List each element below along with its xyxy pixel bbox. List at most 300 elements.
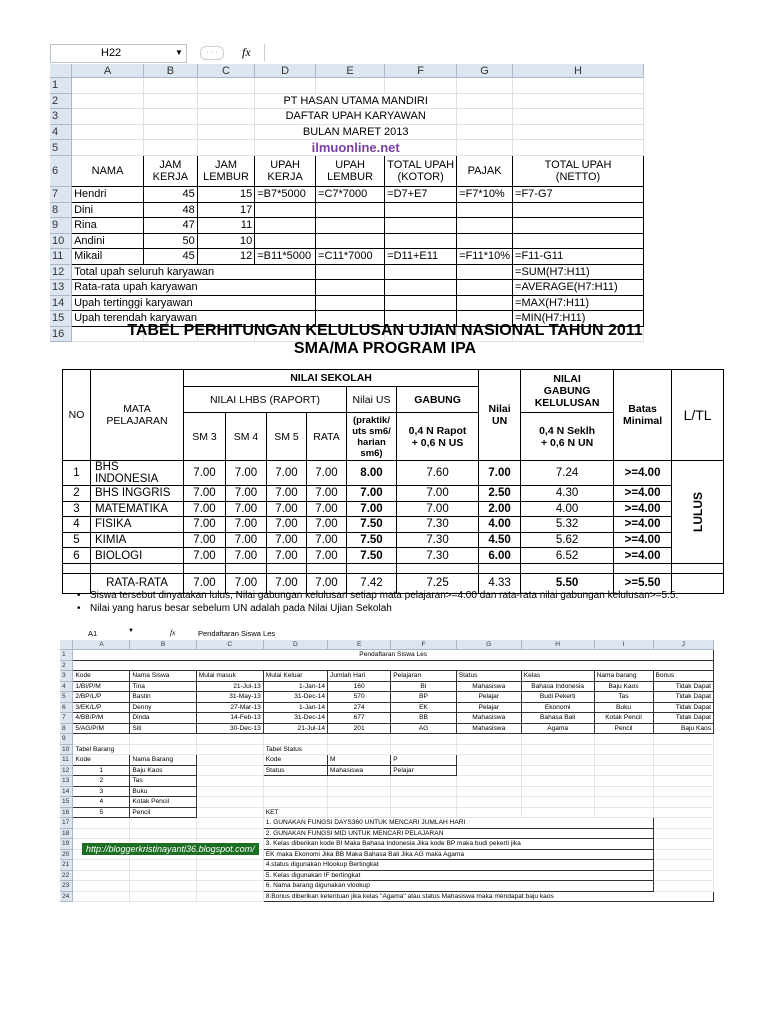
cell-pajak[interactable]: =F11*10%: [457, 249, 513, 265]
header-nilai-un: Nilai UN: [479, 370, 521, 461]
cell-avg-rata: 7.00: [307, 573, 347, 593]
cell-no: 4: [63, 517, 91, 533]
tb-cell[interactable]: Buku: [130, 786, 196, 797]
cell[interactable]: Siti: [130, 723, 196, 734]
cell-sm4: 7.00: [226, 548, 267, 564]
row-header[interactable]: 11: [50, 249, 72, 265]
row-header[interactable]: 24: [60, 891, 73, 902]
row-header[interactable]: 10: [50, 233, 72, 249]
cell-upah-lembur[interactable]: [316, 202, 385, 218]
company-title[interactable]: PT HASAN UTAMA MANDIRI: [255, 93, 457, 109]
cell[interactable]: Tidak Dapat: [653, 681, 714, 692]
cell-total-netto[interactable]: [513, 233, 644, 249]
row-header[interactable]: 12: [60, 765, 73, 776]
header-pelajaran[interactable]: Pelajaran: [391, 671, 457, 682]
cell-mapel: MATEMATIKA: [91, 501, 184, 517]
cell[interactable]: Mahasiswa: [456, 681, 521, 692]
row-header[interactable]: 5: [50, 140, 72, 156]
row-header[interactable]: 3: [50, 109, 72, 125]
cell[interactable]: 274: [328, 702, 391, 713]
header-status[interactable]: Status: [456, 671, 521, 682]
tb-cell[interactable]: Tas: [130, 776, 196, 787]
cell-avg-sm5: 7.00: [267, 573, 307, 593]
col-header-d[interactable]: D: [255, 64, 316, 78]
table-row: [63, 548, 724, 564]
cell[interactable]: Pelajar: [456, 692, 521, 703]
summary-formula[interactable]: =SUM(H7:H11): [513, 264, 644, 280]
cell-jam-lembur[interactable]: 11: [197, 218, 254, 234]
cell[interactable]: 1-Jan-14: [263, 681, 327, 692]
row-header[interactable]: 15: [50, 311, 72, 327]
tb-cell[interactable]: 5: [73, 807, 130, 818]
ket-item[interactable]: 8.Bonus diberikan ketentuan jika kelas "Agama" atau status Mahasiswa maka mendapat baju kaos: [263, 891, 713, 902]
row-header[interactable]: 1: [50, 78, 72, 94]
cell-us: 7.50: [347, 517, 397, 533]
cell-no: 2: [63, 486, 91, 502]
cell-upah-lembur[interactable]: [316, 233, 385, 249]
summary-row: [50, 280, 644, 296]
cell[interactable]: BB: [391, 713, 457, 724]
header-nilai-us: Nilai US: [347, 387, 397, 413]
cell-jam-kerja[interactable]: 47: [143, 218, 197, 234]
student-row: [60, 692, 714, 703]
cell-total-kotor[interactable]: [385, 218, 457, 234]
cell[interactable]: Mahasiswa: [456, 723, 521, 734]
cell-total-netto[interactable]: [513, 218, 644, 234]
row-header[interactable]: 12: [50, 264, 72, 280]
sheet-row: [60, 828, 714, 839]
cell-us: 7.50: [347, 548, 397, 564]
name-box[interactable]: A1: [88, 629, 98, 638]
row-header[interactable]: 4: [60, 681, 73, 692]
cell-rata: 7.00: [307, 548, 347, 564]
tb-header-nama-barang[interactable]: Nama Barang: [130, 755, 196, 766]
cell-no: 1: [63, 461, 91, 486]
col-header-f[interactable]: F: [391, 640, 457, 650]
col-header-g[interactable]: G: [457, 64, 513, 78]
cell-total-kotor[interactable]: [385, 233, 457, 249]
header-nilai-sekolah: NILAI SEKOLAH: [184, 370, 479, 387]
cell-rata: 7.00: [307, 517, 347, 533]
cell[interactable]: Pelajar: [456, 702, 521, 713]
cell[interactable]: Tidak Dapat: [653, 702, 714, 713]
cell-us: 8.00: [347, 461, 397, 486]
select-all-corner[interactable]: [60, 640, 73, 650]
row-header[interactable]: 18: [60, 828, 73, 839]
cell-un: 4.00: [479, 517, 521, 533]
employee-row: [50, 202, 644, 218]
cell-avg-label: RATA-RATA: [91, 573, 184, 593]
row-header[interactable]: 16: [60, 807, 73, 818]
cell-total-kotor[interactable]: =D11+E11: [385, 249, 457, 265]
student-row: [60, 723, 714, 734]
header-bonus[interactable]: Bonus: [653, 671, 714, 682]
ts-cell[interactable]: M: [328, 755, 391, 766]
row-header[interactable]: 14: [50, 295, 72, 311]
header-kode[interactable]: Kode: [73, 671, 130, 682]
cell[interactable]: Buku: [594, 702, 653, 713]
column-header-row: [50, 64, 644, 78]
col-header-c[interactable]: C: [197, 64, 254, 78]
col-header-b[interactable]: B: [143, 64, 197, 78]
cell-sm3: 7.00: [184, 501, 226, 517]
sheet-row: [60, 807, 714, 818]
header-jam-lembur[interactable]: JAM LEMBUR: [197, 156, 254, 187]
payroll-grid: [50, 64, 644, 342]
chevron-down-icon[interactable]: ▼: [128, 628, 134, 634]
cell-sm3: 7.00: [184, 461, 226, 486]
col-header-e[interactable]: E: [316, 64, 385, 78]
cell-avg-us: 7.42: [347, 573, 397, 593]
formula-input[interactable]: [264, 44, 644, 61]
ts-cell[interactable]: Pelajar: [391, 765, 457, 776]
list-title[interactable]: DAFTAR UPAH KARYAWAN: [255, 109, 457, 125]
header-ltl: L/TL: [672, 370, 724, 461]
cell[interactable]: 201: [328, 723, 391, 734]
row-header[interactable]: 16: [50, 326, 72, 342]
header-no: NO: [63, 370, 91, 461]
row-header[interactable]: 10: [60, 744, 73, 755]
col-header-h[interactable]: H: [513, 64, 644, 78]
cell-total-kotor[interactable]: =D7+E7: [385, 187, 457, 203]
row-header[interactable]: 13: [60, 776, 73, 787]
header-mulai-keluar[interactable]: Mulai Keluar: [263, 671, 327, 682]
cell-rata: 7.00: [307, 486, 347, 502]
cell[interactable]: AG: [391, 723, 457, 734]
cell-sm5: 7.00: [267, 532, 307, 548]
fx-icon[interactable]: fx: [242, 45, 251, 59]
cell-jam-kerja[interactable]: 50: [143, 233, 197, 249]
row-header[interactable]: 5: [60, 692, 73, 703]
cell-total-netto[interactable]: [513, 202, 644, 218]
cell-pajak[interactable]: =F7*10%: [457, 187, 513, 203]
summary-label[interactable]: Total upah seluruh karyawan: [72, 264, 316, 280]
course-registration-spreadsheet: [60, 628, 714, 900]
tb-cell[interactable]: 2: [73, 776, 130, 787]
cell-jam-kerja[interactable]: 48: [143, 202, 197, 218]
summary-formula[interactable]: =AVERAGE(H7:H11): [513, 280, 644, 296]
cell-upah-lembur[interactable]: =C7*7000: [316, 187, 385, 203]
cell-nama[interactable]: Dini: [72, 202, 144, 218]
tb-cell[interactable]: 3: [73, 786, 130, 797]
header-row: [50, 156, 644, 187]
sheet-row: [60, 860, 714, 871]
cell-avg-sm4: 7.00: [226, 573, 267, 593]
col-header-f[interactable]: F: [385, 64, 457, 78]
header-nama[interactable]: NAMA: [72, 156, 144, 187]
cell[interactable]: Denny: [130, 702, 196, 713]
tb-cell[interactable]: Kotak Pencil: [130, 797, 196, 808]
cell-total-kotor[interactable]: [385, 202, 457, 218]
cell-jam-kerja[interactable]: 45: [143, 187, 197, 203]
tb-cell[interactable]: Pencil: [130, 807, 196, 818]
row-header[interactable]: 6: [60, 702, 73, 713]
cell[interactable]: Baju Kaos: [594, 681, 653, 692]
sheet-row: [60, 797, 714, 808]
col-header-a[interactable]: A: [72, 64, 144, 78]
cell[interactable]: Tina: [130, 681, 196, 692]
cell-total-netto[interactable]: =F7-G7: [513, 187, 644, 203]
row-header[interactable]: 14: [60, 786, 73, 797]
lulus-label: LULUS: [690, 491, 705, 532]
name-box-value: H22: [101, 47, 122, 59]
tb-cell[interactable]: 4: [73, 797, 130, 808]
ket-item[interactable]: 3. Kelas diberikan kode BI Maka Bahasa Indonesia Jika kode BP maka budi pekerti jika: [263, 839, 653, 850]
table-row: [63, 517, 724, 533]
tabel-status-title[interactable]: Tabel Status: [263, 744, 327, 755]
sheet-row: [60, 744, 714, 755]
col-header-j[interactable]: J: [653, 640, 714, 650]
row-header[interactable]: 17: [60, 818, 73, 829]
header-nama-barang[interactable]: Nama barang: [594, 671, 653, 682]
cell-jam-lembur[interactable]: 12: [197, 249, 254, 265]
ts-cell[interactable]: Status: [263, 765, 327, 776]
col-header-b[interactable]: B: [130, 640, 196, 650]
cell-no: 6: [63, 548, 91, 564]
header-upah-lembur[interactable]: UPAH LEMBUR: [316, 156, 385, 187]
cell[interactable]: 3/EK/L/P: [73, 702, 130, 713]
cell-jam-lembur[interactable]: 17: [197, 202, 254, 218]
row-header[interactable]: 13: [50, 280, 72, 296]
registration-title[interactable]: Pendaftaran Siswa Les: [73, 650, 714, 661]
cell[interactable]: 677: [328, 713, 391, 724]
row-header[interactable]: 22: [60, 870, 73, 881]
column-header-row: [60, 640, 714, 650]
header-row: [60, 671, 714, 682]
cell[interactable]: Kotak Pencil: [594, 713, 653, 724]
cell[interactable]: 21-Jul-14: [263, 723, 327, 734]
cell-total-netto[interactable]: =F11-G11: [513, 249, 644, 265]
cell-no: 5: [63, 532, 91, 548]
tb-cell[interactable]: 1: [73, 765, 130, 776]
cell[interactable]: Dinda: [130, 713, 196, 724]
tb-header-kode[interactable]: Kode: [73, 755, 130, 766]
fx-icon[interactable]: fx: [170, 628, 176, 637]
row-header[interactable]: 9: [50, 218, 72, 234]
cell-sm5: 7.00: [267, 461, 307, 486]
cell[interactable]: Bahasa Bali: [521, 713, 594, 724]
header-total-kotor[interactable]: TOTAL UPAH (KOTOR): [385, 156, 457, 187]
ket-label[interactable]: KET: [263, 807, 327, 818]
cell-upah-lembur[interactable]: =C11*7000: [316, 249, 385, 265]
cell-nama[interactable]: Rina: [72, 218, 144, 234]
cell-gabung: 7.00: [397, 486, 479, 502]
ket-item[interactable]: 6. Nama barang digunakan vlookup: [263, 881, 653, 892]
ket-item[interactable]: EK maka Ekonomi Jika BB Maka Bahasa Bali Jika AG maka Agama: [263, 849, 653, 860]
summary-formula[interactable]: =MAX(H7:H11): [513, 295, 644, 311]
chevron-down-icon[interactable]: ▼: [175, 48, 183, 57]
row-header[interactable]: 7: [50, 187, 72, 203]
cell[interactable]: 4/BB/P/M: [73, 713, 130, 724]
cell-upah-kerja[interactable]: [255, 218, 316, 234]
name-box[interactable]: [50, 44, 187, 63]
select-all-corner[interactable]: [50, 64, 72, 78]
col-header-h[interactable]: H: [521, 640, 594, 650]
cell[interactable]: Budi Pekerti: [521, 692, 594, 703]
cell[interactable]: 570: [328, 692, 391, 703]
employee-row: [50, 249, 644, 265]
cell-jam-lembur[interactable]: 15: [197, 187, 254, 203]
col-header-g[interactable]: G: [456, 640, 521, 650]
col-header-e[interactable]: E: [328, 640, 391, 650]
cell-jam-kerja[interactable]: 45: [143, 249, 197, 265]
ts-cell[interactable]: P: [391, 755, 457, 766]
row-header[interactable]: 20: [60, 849, 73, 860]
row-header[interactable]: 11: [60, 755, 73, 766]
row-header[interactable]: 6: [50, 156, 72, 187]
row-header[interactable]: 2: [60, 660, 73, 671]
cell-rata: 7.00: [307, 461, 347, 486]
cell-upah-lembur[interactable]: [316, 218, 385, 234]
sheet-row: [50, 124, 644, 140]
student-row: [60, 713, 714, 724]
cell-nama[interactable]: Mikail: [72, 249, 144, 265]
col-header-a[interactable]: A: [73, 640, 130, 650]
row-header[interactable]: 8: [60, 723, 73, 734]
row-header[interactable]: 3: [60, 671, 73, 682]
tabel-barang-title[interactable]: Tabel Barang: [73, 744, 130, 755]
header-total-netto[interactable]: TOTAL UPAH (NETTO): [513, 156, 644, 187]
cell[interactable]: BP: [391, 692, 457, 703]
sheet-row: [50, 109, 644, 125]
cell-sm3: 7.00: [184, 486, 226, 502]
ket-item[interactable]: 4.status digunakan Hlookup Bertingkat: [263, 860, 653, 871]
row-header[interactable]: 23: [60, 881, 73, 892]
cell[interactable]: 14-Feb-13: [196, 713, 263, 724]
formula-input[interactable]: Pendaftaran Siswa Les: [198, 629, 276, 638]
cell[interactable]: 31-Dec-14: [263, 713, 327, 724]
cell[interactable]: Ekonomi: [521, 702, 594, 713]
cell[interactable]: Bahasa Indonesia: [521, 681, 594, 692]
cell[interactable]: 31-Dec-14: [263, 692, 327, 703]
header-jumlah-hari[interactable]: Jumlah Hari: [328, 671, 391, 682]
header-nilai-gabung-kelulusan: NILAI GABUNG KELULUSAN: [521, 370, 614, 413]
cell-pajak[interactable]: [457, 233, 513, 249]
cell[interactable]: Pencil: [594, 723, 653, 734]
cell-jam-lembur[interactable]: 10: [197, 233, 254, 249]
cell[interactable]: 31-May-13: [196, 692, 263, 703]
cell[interactable]: 21-Jul-13: [196, 681, 263, 692]
cell[interactable]: BI: [391, 681, 457, 692]
cell-sm4: 7.00: [226, 486, 267, 502]
cell[interactable]: Tas: [594, 692, 653, 703]
tb-cell[interactable]: Baju Kaos: [130, 765, 196, 776]
cell-sm3: 7.00: [184, 532, 226, 548]
header-kelas[interactable]: Kelas: [521, 671, 594, 682]
employee-row: [50, 187, 644, 203]
header-ngk-note: 0,4 N Seklh + 0,6 N UN: [521, 413, 614, 461]
row-header[interactable]: 9: [60, 734, 73, 745]
summary-label[interactable]: Rata-rata upah karyawan: [72, 280, 316, 296]
ket-item[interactable]: 5. Kelas digunakan IF bertingkat: [263, 870, 653, 881]
graduation-notes: [77, 589, 730, 615]
row-header[interactable]: 7: [60, 713, 73, 724]
col-header-i[interactable]: I: [594, 640, 653, 650]
ket-item[interactable]: 1. GUNAKAN FUNGSI DAYS360 UNTUK MENCARI JUMLAH HARI: [263, 818, 653, 829]
row-header[interactable]: 1: [60, 650, 73, 661]
cell[interactable]: Bastin: [130, 692, 196, 703]
cell[interactable]: 5/AG/P/M: [73, 723, 130, 734]
col-header-c[interactable]: C: [196, 640, 263, 650]
sheet-row: [60, 891, 714, 902]
cell[interactable]: Mahasiswa: [456, 713, 521, 724]
cell[interactable]: 1-Jan-14: [263, 702, 327, 713]
header-pajak[interactable]: PAJAK: [457, 156, 513, 187]
cell[interactable]: 27-Mar-13: [196, 702, 263, 713]
sheet-row: [60, 650, 714, 661]
row-header[interactable]: 21: [60, 860, 73, 871]
cell-upah-kerja[interactable]: =B11*5000: [255, 249, 316, 265]
cell[interactable]: Tidak Dapat: [653, 692, 714, 703]
cell[interactable]: Agama: [521, 723, 594, 734]
employee-row: [50, 233, 644, 249]
cell-upah-kerja[interactable]: =B7*5000: [255, 187, 316, 203]
row-header[interactable]: 8: [50, 202, 72, 218]
cell[interactable]: 2/BP/L/P: [73, 692, 130, 703]
month-title[interactable]: BULAN MARET 2013: [255, 124, 457, 140]
sheet-row: [60, 755, 714, 766]
summary-label[interactable]: Upah terendah karyawan: [72, 311, 316, 327]
cell-gabung: 7.30: [397, 532, 479, 548]
row-header[interactable]: 2: [50, 93, 72, 109]
cell-batas: >=4.00: [614, 517, 672, 533]
cell-avg-gabung: 7.25: [397, 573, 479, 593]
summary-formula[interactable]: =MIN(H7:H11): [513, 311, 644, 327]
cell[interactable]: 30-Dec-13: [196, 723, 263, 734]
table-row: [63, 501, 724, 517]
cell-sm3: 7.00: [184, 517, 226, 533]
cell[interactable]: Tidak Dapat: [653, 713, 714, 724]
summary-label[interactable]: Upah tertinggi karyawan: [72, 295, 316, 311]
cell-pajak[interactable]: [457, 218, 513, 234]
cell-sm5: 7.00: [267, 548, 307, 564]
col-header-d[interactable]: D: [263, 640, 327, 650]
resize-handle-icon[interactable]: · · ·: [200, 46, 224, 60]
cell[interactable]: Baju Kaos: [653, 723, 714, 734]
row-header[interactable]: 4: [50, 124, 72, 140]
cell-upah-kerja[interactable]: [255, 233, 316, 249]
cell-upah-kerja[interactable]: [255, 202, 316, 218]
ts-cell[interactable]: Mahasiswa: [328, 765, 391, 776]
header-sm5: SM 5: [267, 413, 307, 461]
ts-cell[interactable]: Kode: [263, 755, 327, 766]
formula-bar: [50, 42, 644, 65]
cell-nama[interactable]: Hendri: [72, 187, 144, 203]
header-upah-kerja[interactable]: UPAH KERJA: [255, 156, 316, 187]
cell[interactable]: EK: [391, 702, 457, 713]
header-us-note: (praktik/ uts sm6/ harian sm6): [347, 413, 397, 461]
summary-row: [50, 264, 644, 280]
cell-ngk: 6.52: [521, 548, 614, 564]
title-line-2: SMA/MA PROGRAM IPA: [293, 340, 477, 357]
sheet-row: [60, 776, 714, 787]
row-header[interactable]: 19: [60, 839, 73, 850]
cell-us: 7.00: [347, 501, 397, 517]
header-nama-siswa[interactable]: Nama Siswa: [130, 671, 196, 682]
ket-item[interactable]: 2. GUNAKAN FUNGSI MID UNTUK MENCARI PELAJARAN: [263, 828, 653, 839]
cell-nama[interactable]: Andini: [72, 233, 144, 249]
cell-mapel: FISIKA: [91, 517, 184, 533]
cell-un: 4.50: [479, 532, 521, 548]
cell-us: 7.00: [347, 486, 397, 502]
cell-rata: 7.00: [307, 501, 347, 517]
header-jam-kerja[interactable]: JAM KERJA: [143, 156, 197, 187]
cell[interactable]: 1/BI/P/M: [73, 681, 130, 692]
header-mulai-masuk[interactable]: Mulai masuk: [196, 671, 263, 682]
row-header[interactable]: 15: [60, 797, 73, 808]
cell-pajak[interactable]: [457, 202, 513, 218]
cell[interactable]: 160: [328, 681, 391, 692]
